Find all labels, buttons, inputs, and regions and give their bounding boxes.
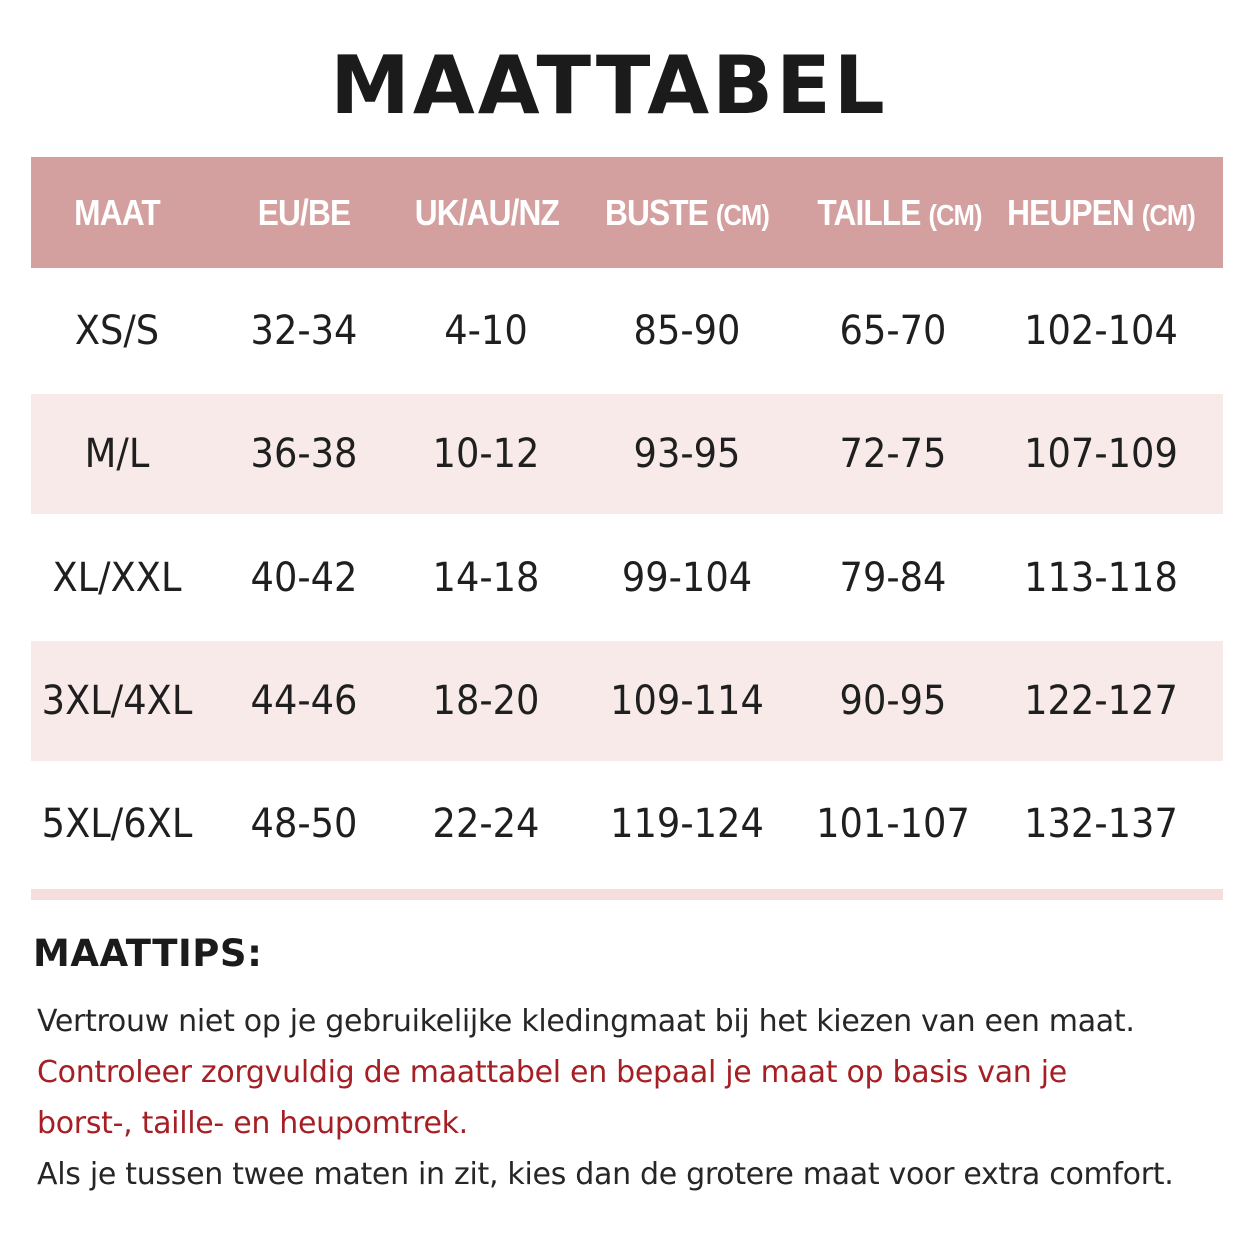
tip-line: Als je tussen twee maten in zit, kies dan de grotere maat voor extra comfort. — [37, 1157, 1174, 1192]
cell-uk-au-nz: 10-12 — [432, 431, 540, 477]
header-label: BUSTE — [604, 191, 708, 233]
header-eu-be — [215, 192, 393, 234]
header-uk-au-nz — [415, 192, 558, 234]
tip-line: Vertrouw niet op je gebruikelijke kledingmaat bij het kiezen van een maat. — [37, 1004, 1135, 1039]
table-bottom-divider — [31, 889, 1223, 900]
header-unit: (CM) — [715, 199, 770, 232]
cell-taille: 101-107 — [816, 801, 970, 847]
cell-heupen: 122-127 — [1024, 678, 1178, 724]
header-buste — [581, 192, 792, 234]
cell-maat: 3XL/4XL — [41, 678, 193, 724]
cell-maat: M/L — [84, 431, 150, 477]
cell-maat: XL/XXL — [52, 554, 182, 601]
cell-heupen: 107-109 — [1024, 431, 1178, 477]
cell-taille: 65-70 — [839, 308, 947, 354]
cell-heupen: 132-137 — [1024, 801, 1178, 847]
header-label: MAAT — [74, 191, 160, 233]
table-row — [31, 268, 1223, 394]
cell-heupen: 113-118 — [1024, 554, 1178, 601]
cell-eu-be: 48-50 — [250, 801, 358, 847]
cell-uk-au-nz: 18-20 — [432, 678, 540, 724]
cell-eu-be: 32-34 — [250, 308, 358, 354]
table-row — [31, 394, 1223, 514]
cell-heupen: 102-104 — [1024, 308, 1178, 354]
header-label: TAILLE — [817, 191, 921, 233]
header-unit: (CM) — [928, 199, 982, 232]
tips-title: MAATTIPS: — [33, 932, 263, 975]
tip-line-highlight: borst-, taille- en heupomtrek. — [37, 1106, 468, 1141]
page-title: MAATTABEL — [330, 39, 888, 132]
header-unit: (CM) — [1141, 199, 1195, 232]
cell-buste: 93-95 — [633, 431, 741, 477]
cell-uk-au-nz: 4-10 — [444, 308, 528, 354]
cell-eu-be: 36-38 — [250, 431, 358, 477]
cell-uk-au-nz: 14-18 — [432, 554, 540, 601]
tips-text — [37, 996, 1227, 1200]
header-label: EU/BE — [257, 191, 351, 233]
header-maat — [41, 192, 192, 234]
cell-buste: 85-90 — [633, 308, 741, 354]
header-label: HEUPEN — [1007, 191, 1134, 233]
table-header — [31, 157, 1223, 268]
cell-buste: 109-114 — [610, 678, 764, 724]
cell-uk-au-nz: 22-24 — [432, 801, 540, 847]
cell-taille: 72-75 — [839, 431, 947, 477]
cell-taille: 90-95 — [839, 678, 947, 724]
cell-buste: 99-104 — [621, 554, 753, 601]
cell-eu-be: 44-46 — [250, 678, 358, 724]
header-label: UK/AU/NZ — [414, 191, 560, 233]
header-taille — [817, 191, 982, 234]
size-table — [31, 157, 1223, 887]
cell-taille: 79-84 — [839, 554, 947, 601]
cell-maat: 5XL/6XL — [41, 801, 193, 847]
table-row — [31, 761, 1223, 887]
cell-eu-be: 40-42 — [250, 554, 358, 601]
table-row — [31, 641, 1223, 761]
header-heupen — [994, 192, 1209, 234]
cell-buste: 119-124 — [610, 801, 764, 847]
table-row — [31, 514, 1223, 641]
cell-maat: XS/S — [74, 308, 160, 354]
tip-line-highlight: Controleer zorgvuldig de maattabel en bepaal je maat op basis van je — [37, 1055, 1067, 1090]
